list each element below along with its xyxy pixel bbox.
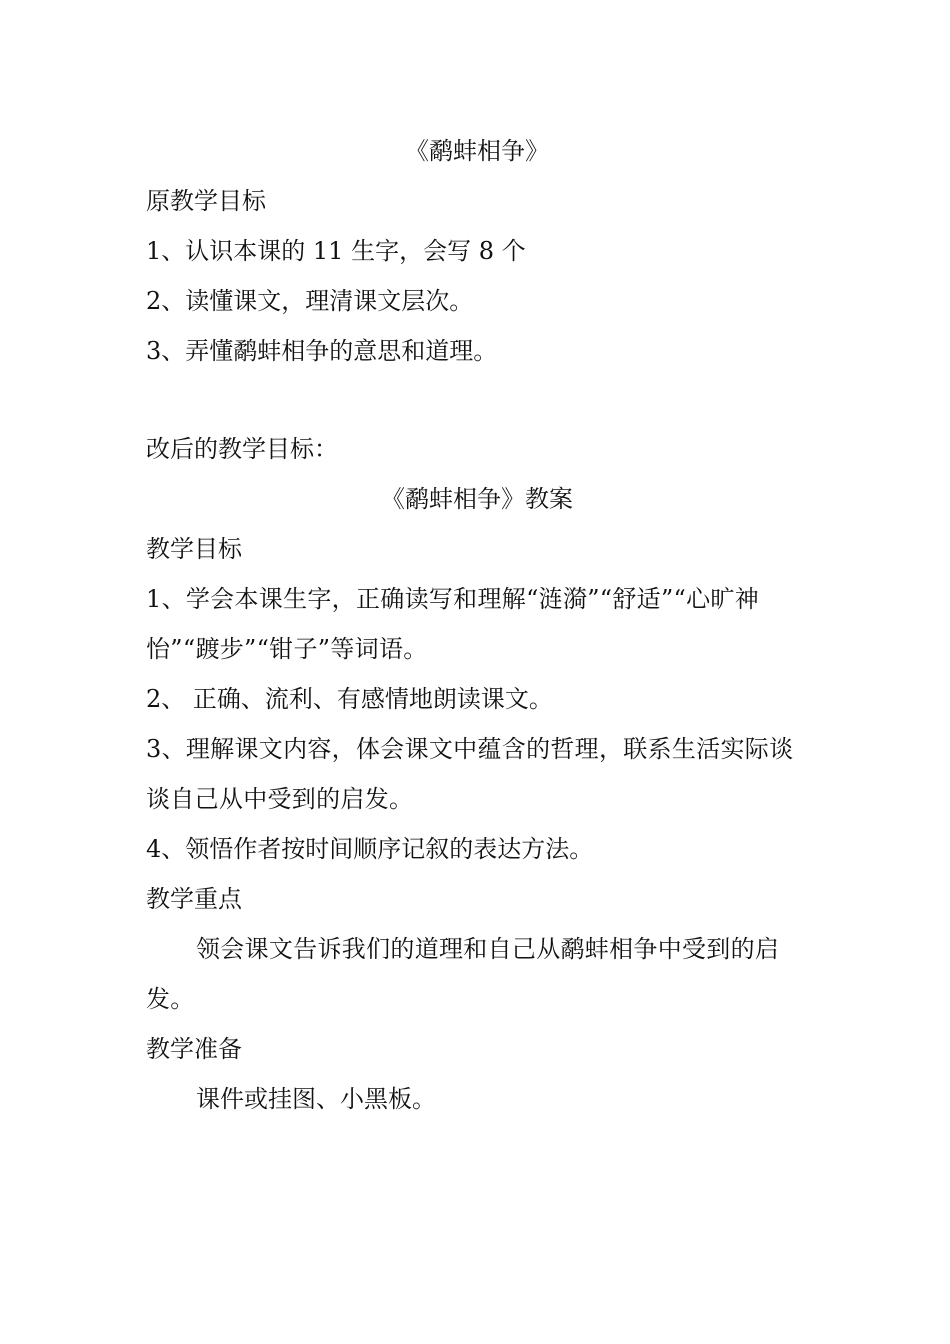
original-goal-item: 2、读懂课文，理清课文层次。 (146, 287, 474, 315)
goals-heading: 教学目标 (146, 535, 242, 563)
goal-item: 3、理解课文内容，体会课文中蕴含的哲理，联系生活实际谈谈自己从中受到的启发。 (146, 735, 794, 813)
lesson-plan-title: 《鹬蚌相争》教案 (381, 485, 573, 513)
original-goals-heading: 原教学目标 (146, 187, 266, 215)
key-points-heading: 教学重点 (146, 885, 242, 913)
document-body (146, 126, 808, 1124)
goal-item: 1、学会本课生字，正确读写和理解“涟漪”“舒适”“心旷神怡”“踱步”“钳子”等词语。 (146, 585, 760, 663)
revised-goals-heading: 改后的教学目标： (146, 435, 338, 463)
original-goal-item: 1、认识本课的 11 生字，会写 8 个 (146, 237, 526, 265)
goal-item: 4、领悟作者按时间顺序记叙的表达方法。 (146, 835, 594, 863)
document-title: 《鹬蚌相争》 (405, 137, 549, 165)
preparation-text: 课件或挂图、小黑板。 (196, 1085, 436, 1113)
key-points-text: 领会课文告诉我们的道理和自己从鹬蚌相争中受到的启发。 (146, 935, 780, 1013)
section-gap (146, 376, 808, 424)
preparation-heading: 教学准备 (146, 1035, 242, 1063)
goal-item: 2、 正确、流利、有感情地朗读课文。 (146, 685, 553, 713)
original-goal-item: 3、弄懂鹬蚌相争的意思和道理。 (146, 337, 498, 365)
